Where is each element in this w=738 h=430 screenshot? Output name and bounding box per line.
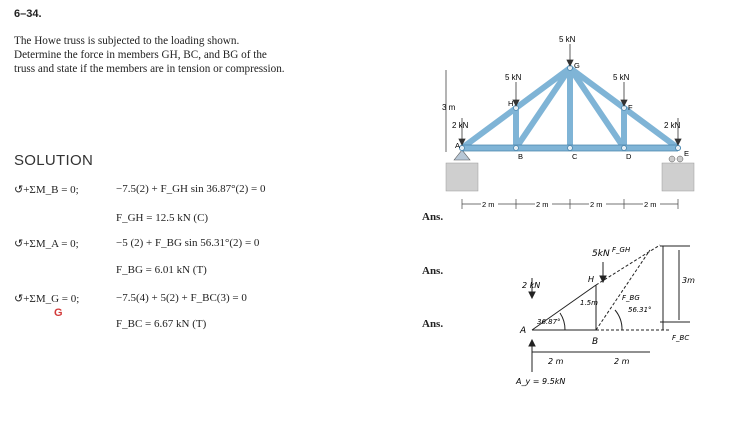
truss-members [462,68,678,148]
result-fbg: F_BG = 6.01 kN (T) [116,264,207,276]
joint-label-c: C [572,152,578,161]
sketch-length-2m-b: 2 m [614,357,630,366]
span-label-1: 2 m [482,200,495,209]
load-label-h: 5 kN [505,73,522,82]
joint-label-b: B [518,152,524,161]
solution-heading: SOLUTION [14,152,94,169]
joint-label-h: H [508,99,514,108]
statement-line-3: truss and state if the members are in tension or compression. [14,63,285,75]
sketch-label-fbg: F_BG [622,294,640,302]
sketch-point-b: B [592,337,599,347]
load-label-e: 2 kN [664,121,681,130]
sketch-load-5kn: 5kN [592,249,610,259]
sketch-length-3m: 3m [682,276,695,285]
sketch-angle-56: 56.31° [628,306,652,314]
answer-tag-fbg: Ans. [422,265,444,277]
joint-label-d: D [626,152,632,161]
span-label-4: 2 m [644,200,657,209]
result-fbc: F_BC = 6.67 kN (T) [116,318,207,330]
support-right-roller-2 [677,156,683,162]
load-label-f: 5 kN [613,73,630,82]
statement-line-2: Determine the force in members GH, BC, and BG of the [14,49,267,61]
span-label-3: 2 m [590,200,603,209]
sketch-load-2kn: 2 kN [522,281,541,290]
joint-label-e: E [684,149,690,158]
moment-label-g: ↺+ΣM_G = 0; [14,293,80,305]
joint-label-g: G [574,61,580,70]
support-left-ground [446,163,478,191]
moment-label-b: ↺+ΣM_B = 0; [14,184,79,196]
support-left-pin [454,150,470,160]
result-fgh: F_GH = 12.5 kN (C) [116,212,209,224]
joint-label-f: F [628,103,633,112]
sketch-length-1-5m: 1.5m [580,299,598,307]
sketch-arrows [529,262,606,372]
joint-label-a: A [455,141,461,150]
howe-truss-figure [436,30,736,220]
problem-number: 6–34. [14,8,42,20]
load-label-a: 2 kN [452,121,469,130]
sketch-point-a: A [520,326,527,336]
member-bg [516,68,570,148]
equation-moment-b: −7.5(2) + F_GH sin 36.87°(2) = 0 [116,183,266,195]
sketch-length-2m-a: 2 m [548,357,564,366]
sketch-lines [532,245,690,352]
load-label-g: 5 kN [559,35,576,44]
handwritten-g-note: G [54,307,63,319]
free-body-sketch [500,220,710,390]
problem-statement [14,34,334,76]
equation-moment-g: −7.5(4) + 5(2) + F_BC(3) = 0 [116,292,247,304]
answer-tag-fbc: Ans. [422,318,444,330]
sketch-point-h: H [588,275,595,284]
statement-line-1: The Howe truss is subjected to the loading shown. [14,35,240,47]
sketch-label-fgh: F_GH [612,246,631,254]
equation-moment-a: −5 (2) + F_BG sin 56.31°(2) = 0 [116,237,260,249]
moment-label-a: ↺+ΣM_A = 0; [14,238,79,250]
sketch-label-fbc: F_BC [672,334,690,342]
answer-tag-fgh: Ans. [422,211,444,223]
sketch-reaction-ay: A_y = 9.5kN [516,377,566,386]
support-right-ground [662,163,694,191]
span-label-2: 2 m [536,200,549,209]
support-right-roller-1 [669,156,675,162]
height-label: 3 m [442,103,456,112]
sketch-angle-36: 36.87° [537,318,561,326]
